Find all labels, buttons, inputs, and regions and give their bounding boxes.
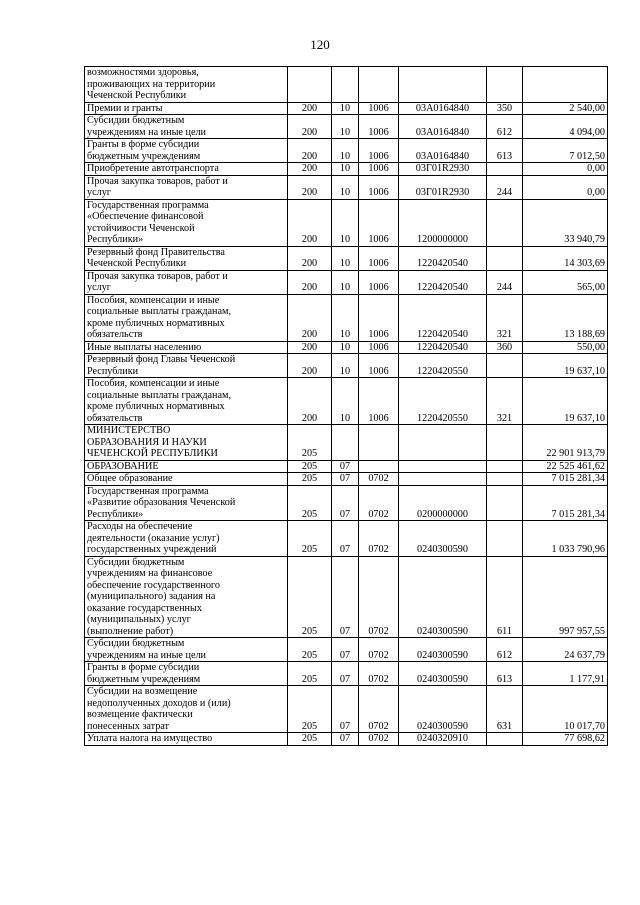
section-code-cell: 07	[332, 556, 359, 638]
target-article-cell	[399, 67, 487, 103]
expense-type-cell	[487, 473, 523, 486]
ministry-code-cell: 200	[288, 354, 332, 378]
amount-cell: 997 957,55	[523, 556, 608, 638]
amount-cell: 10 017,70	[523, 686, 608, 733]
expense-type-cell: 611	[487, 556, 523, 638]
row-name-cell: Иные выплаты населению	[85, 341, 288, 354]
amount-cell: 19 637,10	[523, 378, 608, 425]
table-row	[85, 354, 608, 378]
ministry-code-cell: 205	[288, 521, 332, 557]
section-code-cell	[332, 67, 359, 103]
target-article-cell: 0240300590	[399, 556, 487, 638]
row-name-cell: Субсидии на возмещение недополученных доходов и (или) возмещение фактически понесенных затрат	[85, 686, 288, 733]
section-code-cell: 10	[332, 378, 359, 425]
row-name-cell: ОБРАЗОВАНИЕ	[85, 460, 288, 473]
target-article-cell: 03А0164840	[399, 139, 487, 163]
target-article-cell: 1220420550	[399, 378, 487, 425]
section-code-cell: 07	[332, 686, 359, 733]
section-code-cell: 10	[332, 139, 359, 163]
ministry-code-cell: 200	[288, 102, 332, 115]
table-row	[85, 521, 608, 557]
subsection-code-cell	[359, 67, 399, 103]
target-article-cell: 1200000000	[399, 199, 487, 246]
subsection-code-cell: 0702	[359, 733, 399, 746]
target-article-cell: 0200000000	[399, 485, 487, 521]
row-name-cell: Прочая закупка товаров, работ и услуг	[85, 270, 288, 294]
ministry-code-cell	[288, 67, 332, 103]
expense-type-cell: 350	[487, 102, 523, 115]
expense-type-cell	[487, 521, 523, 557]
amount-cell: 1 033 790,96	[523, 521, 608, 557]
amount-cell: 77 698,62	[523, 733, 608, 746]
subsection-code-cell: 0702	[359, 473, 399, 486]
table-row	[85, 175, 608, 199]
ministry-code-cell: 200	[288, 175, 332, 199]
table-row	[85, 199, 608, 246]
row-name-cell: Пособия, компенсации и иные социальные выплаты гражданам, кроме публичных нормативных обязательств	[85, 294, 288, 341]
subsection-code-cell: 1006	[359, 199, 399, 246]
expense-type-cell: 321	[487, 378, 523, 425]
amount-cell: 0,00	[523, 163, 608, 176]
table-row	[85, 270, 608, 294]
target-article-cell: 1220420550	[399, 354, 487, 378]
subsection-code-cell: 1006	[359, 175, 399, 199]
subsection-code-cell: 1006	[359, 115, 399, 139]
ministry-code-cell: 200	[288, 378, 332, 425]
table-body	[85, 67, 608, 746]
target-article-cell	[399, 425, 487, 461]
amount-cell: 0,00	[523, 175, 608, 199]
expense-type-cell	[487, 67, 523, 103]
amount-cell: 7 015 281,34	[523, 473, 608, 486]
expense-type-cell: 613	[487, 662, 523, 686]
ministry-code-cell: 200	[288, 294, 332, 341]
amount-cell: 2 540,00	[523, 102, 608, 115]
ministry-code-cell: 200	[288, 270, 332, 294]
subsection-code-cell: 0702	[359, 638, 399, 662]
amount-cell: 565,00	[523, 270, 608, 294]
ministry-code-cell: 200	[288, 341, 332, 354]
target-article-cell: 0240300590	[399, 686, 487, 733]
subsection-code-cell: 0702	[359, 556, 399, 638]
amount-cell: 19 637,10	[523, 354, 608, 378]
target-article-cell: 0240300590	[399, 662, 487, 686]
expense-type-cell	[487, 485, 523, 521]
target-article-cell	[399, 473, 487, 486]
section-code-cell: 10	[332, 246, 359, 270]
expense-type-cell	[487, 199, 523, 246]
expense-type-cell: 244	[487, 175, 523, 199]
expense-type-cell	[487, 246, 523, 270]
row-name-cell: Резервный фонд Главы Чеченской Республики	[85, 354, 288, 378]
row-name-cell: возможностями здоровья, проживающих на территории Чеченской Республики	[85, 67, 288, 103]
row-name-cell: Расходы на обеспечение деятельности (оказание услуг) государственных учреждений	[85, 521, 288, 557]
subsection-code-cell: 0702	[359, 485, 399, 521]
table-row	[85, 294, 608, 341]
table-row	[85, 341, 608, 354]
target-article-cell: 03Г01R2930	[399, 175, 487, 199]
table-row	[85, 662, 608, 686]
expense-type-cell	[487, 425, 523, 461]
target-article-cell: 0240300590	[399, 521, 487, 557]
target-article-cell: 1220420540	[399, 294, 487, 341]
subsection-code-cell: 1006	[359, 139, 399, 163]
ministry-code-cell: 205	[288, 556, 332, 638]
target-article-cell: 1220420540	[399, 246, 487, 270]
table-row	[85, 67, 608, 103]
row-name-cell: Уплата налога на имущество	[85, 733, 288, 746]
amount-cell: 14 303,69	[523, 246, 608, 270]
section-code-cell	[332, 425, 359, 461]
ministry-code-cell: 205	[288, 425, 332, 461]
table-row	[85, 485, 608, 521]
target-article-cell: 03А0164840	[399, 102, 487, 115]
amount-cell: 1 177,91	[523, 662, 608, 686]
subsection-code-cell: 1006	[359, 354, 399, 378]
row-name-cell: Пособия, компенсации и иные социальные выплаты гражданам, кроме публичных нормативных обязательств	[85, 378, 288, 425]
table-row	[85, 425, 608, 461]
section-code-cell: 07	[332, 460, 359, 473]
target-article-cell: 1220420540	[399, 341, 487, 354]
table-row	[85, 473, 608, 486]
section-code-cell: 10	[332, 354, 359, 378]
target-article-cell	[399, 460, 487, 473]
ministry-code-cell: 200	[288, 246, 332, 270]
ministry-code-cell: 205	[288, 638, 332, 662]
amount-cell: 550,00	[523, 341, 608, 354]
ministry-code-cell: 205	[288, 662, 332, 686]
row-name-cell: МИНИСТЕРСТВО ОБРАЗОВАНИЯ И НАУКИ ЧЕЧЕНСКОЙ РЕСПУБЛИКИ	[85, 425, 288, 461]
expense-type-cell: 244	[487, 270, 523, 294]
section-code-cell: 07	[332, 733, 359, 746]
section-code-cell: 07	[332, 662, 359, 686]
row-name-cell: Государственная программа «Развитие образования Чеченской Республики»	[85, 485, 288, 521]
subsection-code-cell	[359, 460, 399, 473]
section-code-cell: 07	[332, 521, 359, 557]
table-row	[85, 102, 608, 115]
subsection-code-cell: 0702	[359, 521, 399, 557]
subsection-code-cell	[359, 425, 399, 461]
ministry-code-cell: 200	[288, 139, 332, 163]
row-name-cell: Гранты в форме субсидии бюджетным учреждениям	[85, 139, 288, 163]
section-code-cell: 10	[332, 341, 359, 354]
section-code-cell: 10	[332, 270, 359, 294]
table-row	[85, 378, 608, 425]
expense-type-cell	[487, 163, 523, 176]
table-row	[85, 556, 608, 638]
row-name-cell: Резервный фонд Правительства Чеченской Республики	[85, 246, 288, 270]
row-name-cell: Субсидии бюджетным учреждениям на иные цели	[85, 115, 288, 139]
target-article-cell: 0240320910	[399, 733, 487, 746]
row-name-cell: Приобретение автотранспорта	[85, 163, 288, 176]
table-row	[85, 638, 608, 662]
section-code-cell: 10	[332, 199, 359, 246]
ministry-code-cell: 200	[288, 199, 332, 246]
row-name-cell: Государственная программа «Обеспечение финансовой устойчивости Чеченской Республики»	[85, 199, 288, 246]
table-row	[85, 115, 608, 139]
expense-type-cell: 360	[487, 341, 523, 354]
section-code-cell: 07	[332, 473, 359, 486]
target-article-cell: 0240300590	[399, 638, 487, 662]
section-code-cell: 10	[332, 115, 359, 139]
subsection-code-cell: 1006	[359, 102, 399, 115]
ministry-code-cell: 205	[288, 473, 332, 486]
subsection-code-cell: 1006	[359, 163, 399, 176]
subsection-code-cell: 1006	[359, 378, 399, 425]
row-name-cell: Субсидии бюджетным учреждениям на финансовое обеспечение государственного (муниципального) задания на оказание государственных (муниципальных) услуг (выполнение работ)	[85, 556, 288, 638]
section-code-cell: 07	[332, 485, 359, 521]
section-code-cell: 07	[332, 638, 359, 662]
row-name-cell: Общее образование	[85, 473, 288, 486]
ministry-code-cell: 200	[288, 115, 332, 139]
section-code-cell: 10	[332, 175, 359, 199]
section-code-cell: 10	[332, 294, 359, 341]
subsection-code-cell: 1006	[359, 341, 399, 354]
expense-type-cell: 613	[487, 139, 523, 163]
budget-table	[84, 66, 608, 746]
table-row	[85, 733, 608, 746]
page-number: 120	[310, 37, 330, 52]
amount-cell: 22 901 913,79	[523, 425, 608, 461]
target-article-cell: 03А0164840	[399, 115, 487, 139]
section-code-cell: 10	[332, 102, 359, 115]
table-row	[85, 246, 608, 270]
amount-cell: 33 940,79	[523, 199, 608, 246]
expense-type-cell: 321	[487, 294, 523, 341]
row-name-cell: Прочая закупка товаров, работ и услуг	[85, 175, 288, 199]
ministry-code-cell: 205	[288, 485, 332, 521]
expense-type-cell	[487, 354, 523, 378]
amount-cell: 4 094,00	[523, 115, 608, 139]
expense-type-cell: 612	[487, 115, 523, 139]
ministry-code-cell: 205	[288, 686, 332, 733]
expense-type-cell	[487, 733, 523, 746]
target-article-cell: 03Г01R2930	[399, 163, 487, 176]
amount-cell	[523, 67, 608, 103]
subsection-code-cell: 1006	[359, 246, 399, 270]
amount-cell: 13 188,69	[523, 294, 608, 341]
row-name-cell: Гранты в форме субсидии бюджетным учреждениям	[85, 662, 288, 686]
subsection-code-cell: 1006	[359, 294, 399, 341]
ministry-code-cell: 205	[288, 733, 332, 746]
subsection-code-cell: 0702	[359, 662, 399, 686]
ministry-code-cell: 205	[288, 460, 332, 473]
table-row	[85, 460, 608, 473]
row-name-cell: Субсидии бюджетным учреждениям на иные цели	[85, 638, 288, 662]
expense-type-cell: 631	[487, 686, 523, 733]
expense-type-cell	[487, 460, 523, 473]
table-row	[85, 139, 608, 163]
ministry-code-cell: 200	[288, 163, 332, 176]
amount-cell: 22 525 461,62	[523, 460, 608, 473]
subsection-code-cell: 0702	[359, 686, 399, 733]
subsection-code-cell: 1006	[359, 270, 399, 294]
expense-type-cell: 612	[487, 638, 523, 662]
table-row	[85, 163, 608, 176]
amount-cell: 7 015 281,34	[523, 485, 608, 521]
amount-cell: 7 012,50	[523, 139, 608, 163]
table-row	[85, 686, 608, 733]
section-code-cell: 10	[332, 163, 359, 176]
target-article-cell: 1220420540	[399, 270, 487, 294]
amount-cell: 24 637,79	[523, 638, 608, 662]
row-name-cell: Премии и гранты	[85, 102, 288, 115]
